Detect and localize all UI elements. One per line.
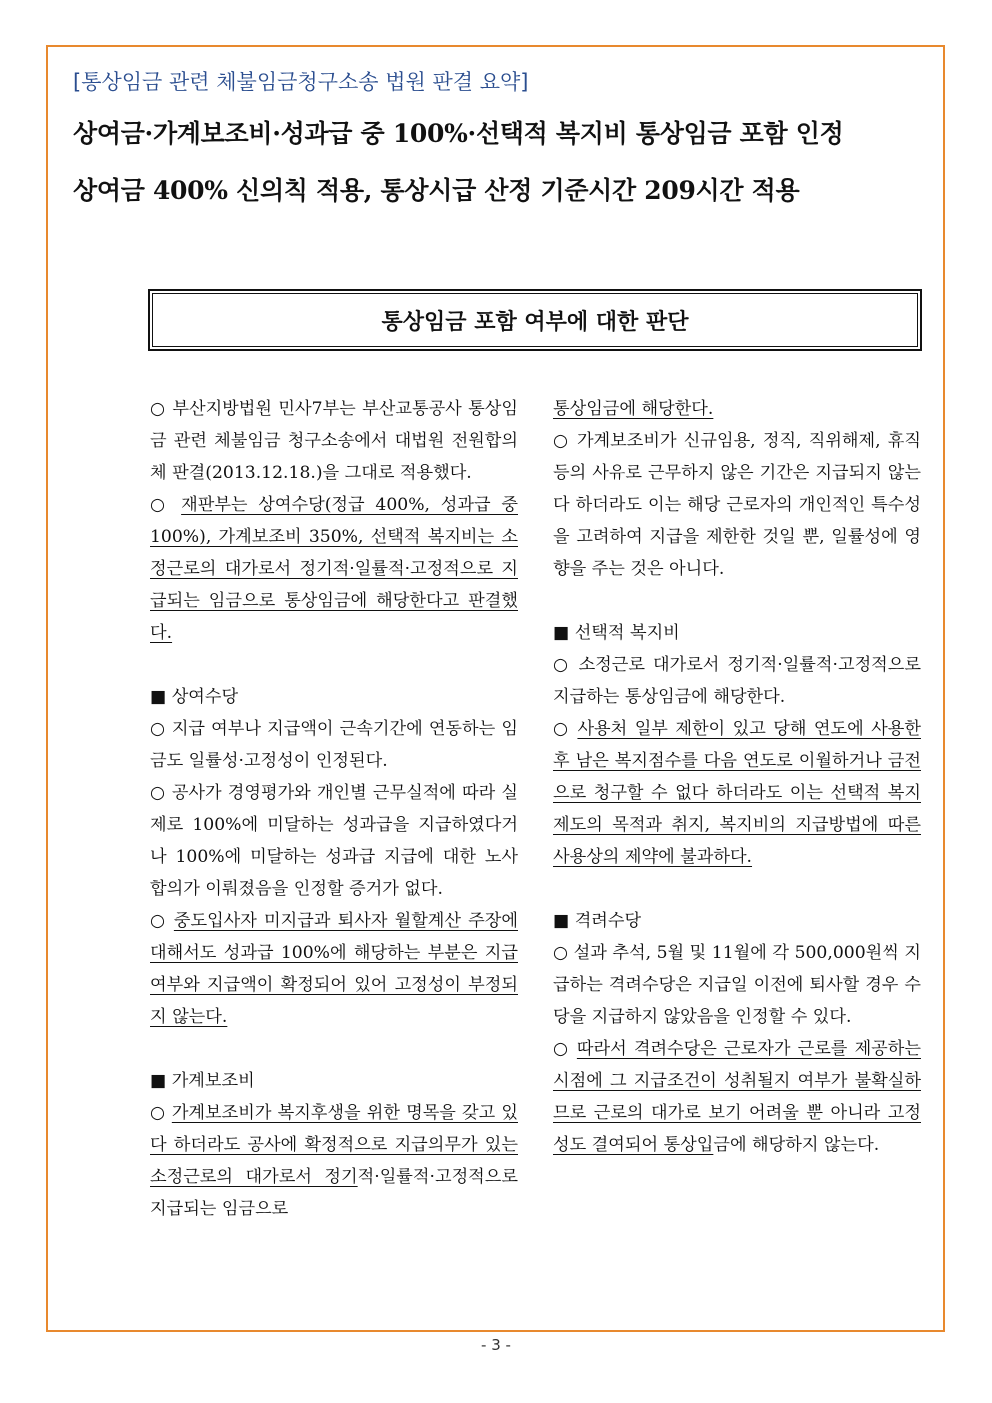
spacer	[553, 585, 921, 617]
spacer	[150, 1033, 518, 1065]
headline-2: 상여금 400% 신의칙 적용, 통상시급 산정 기준시간 209시간 적용	[73, 176, 800, 205]
bullet-mark: ○	[150, 495, 182, 515]
paragraph-welfare-2	[553, 713, 921, 873]
underlined-text: 따라서 격려수당은 근로자가 근로를 제공하는 시점에 그 지급조건이 성취될지 여부가 불확실하므로 근로의 대가로 보기 어려울 뿐 아니라 고정성도 결여되어 통상입	[553, 1039, 921, 1155]
paragraph-bonus-1: ○ 지급 여부나 지급액이 근속기간에 연동하는 임금도 일률성·고정성이 인정된다.	[150, 719, 518, 771]
underlined-text: 가계보조비가 복지후생을 위한 명목을 갖고 있다 하더라도 공사에 확정적으로 지급의무가 있는 소정근로의 대가로서 정기	[150, 1103, 518, 1187]
plain-text: 금에 해당하지 않는다.	[713, 1135, 880, 1155]
paragraph-welfare-1: ○ 소정근로 대가로서 정기적·일률적·고정적으로 지급하는 통상임금에 해당한다.	[553, 655, 921, 707]
heading-encouragement: ■ 격려수당	[553, 911, 642, 931]
spacer	[150, 649, 518, 681]
underlined-text: 사용처 일부 제한이 있고 당해 연도에 사용한 후 남은 복지점수를 다음 연도로 이월하거나 금전으로 청구할 수 없다 하더라도 이는 선택적 복지제도의 목적과 취지, 복지비의 지급방법에 따른 사용상의 제약에 불과하다.	[553, 719, 921, 867]
paragraph-ruling-summary	[150, 489, 518, 649]
page-number: - 3 -	[481, 1336, 511, 1354]
right-column	[553, 393, 921, 1161]
paragraph-encouragement-2	[553, 1033, 921, 1161]
paragraph-court-ruling: ○ 부산지방법원 민사7부는 부산교통공사 통상임금 관련 체불임금 청구소송에서 대법원 전원합의체 판결(2013.12.18.)을 그대로 적용했다.	[150, 399, 518, 483]
paragraph-family-allowance-cont	[553, 393, 921, 425]
paragraph-family-allowance-2: ○ 가계보조비가 신규임용, 정직, 직위해제, 휴직 등의 사유로 근무하지 않은 기간은 지급되지 않는다 하더라도 이는 해당 근로자의 개인적인 특수성을 고려하여 지급을 제한한 것일 뿐, 일률성에 영향을 주는 것은 아니다.	[553, 431, 921, 579]
paragraph-encouragement-1: ○ 설과 추석, 5월 및 11월에 각 500,000원씩 지급하는 격려수당은 지급일 이전에 퇴사할 경우 수당을 지급하지 않았음을 인정할 수 있다.	[553, 943, 921, 1027]
underlined-text: 통상임금에 해당한다.	[553, 399, 714, 419]
heading-family-allowance: ■ 가계보조비	[150, 1071, 255, 1091]
paragraph-bonus-2: ○ 공사가 경영평가와 개인별 근무실적에 따라 실제로 100%에 미달하는 성과급을 지급하였다거나 100%에 미달하는 성과급 지급에 대한 노사 합의가 이뤄졌음을 인정할 증거가 없다.	[150, 783, 518, 899]
section-title: 통상임금 포함 여부에 대한 판단	[152, 293, 918, 347]
plain-text: 적·일률적·고정적으로 지급되는 임금으로	[150, 1167, 518, 1219]
underlined-text: 중도입사자 미지급과 퇴사자 월할계산 주장에 대해서도 성과급 100%에 해당하는 부분은 지급여부와 지급액이 확정되어 있어 고정성이 부정되지 않는다.	[150, 911, 518, 1027]
section-title-box	[148, 289, 922, 351]
paragraph-bonus-3	[150, 905, 518, 1033]
heading-selective-welfare: ■ 선택적 복지비	[553, 623, 680, 643]
bullet-mark: ○	[150, 911, 174, 931]
bullet-mark: ○	[150, 1103, 172, 1123]
underlined-text: 재판부는 상여수당(정급 400%, 성과급 중 100%), 가계보조비 350%, 선택적 복지비는 소정근로의 대가로서 정기적·일률적·고정적으로 지급되는 임금으로 통상임금에 해당한다고 판결했다.	[150, 495, 518, 643]
bullet-mark: ○	[553, 1039, 577, 1059]
paragraph-family-allowance-1	[150, 1097, 518, 1225]
left-column	[150, 393, 518, 1225]
heading-bonus: ■ 상여수당	[150, 687, 239, 707]
spacer	[553, 873, 921, 905]
bullet-mark: ○	[553, 719, 578, 739]
report-subtitle: [통상임금 관련 체불임금청구소송 법원 판결 요약]	[73, 70, 529, 94]
headline-1: 상여금·가계보조비·성과급 중 100%·선택적 복지비 통상임금 포함 인정	[73, 119, 844, 148]
